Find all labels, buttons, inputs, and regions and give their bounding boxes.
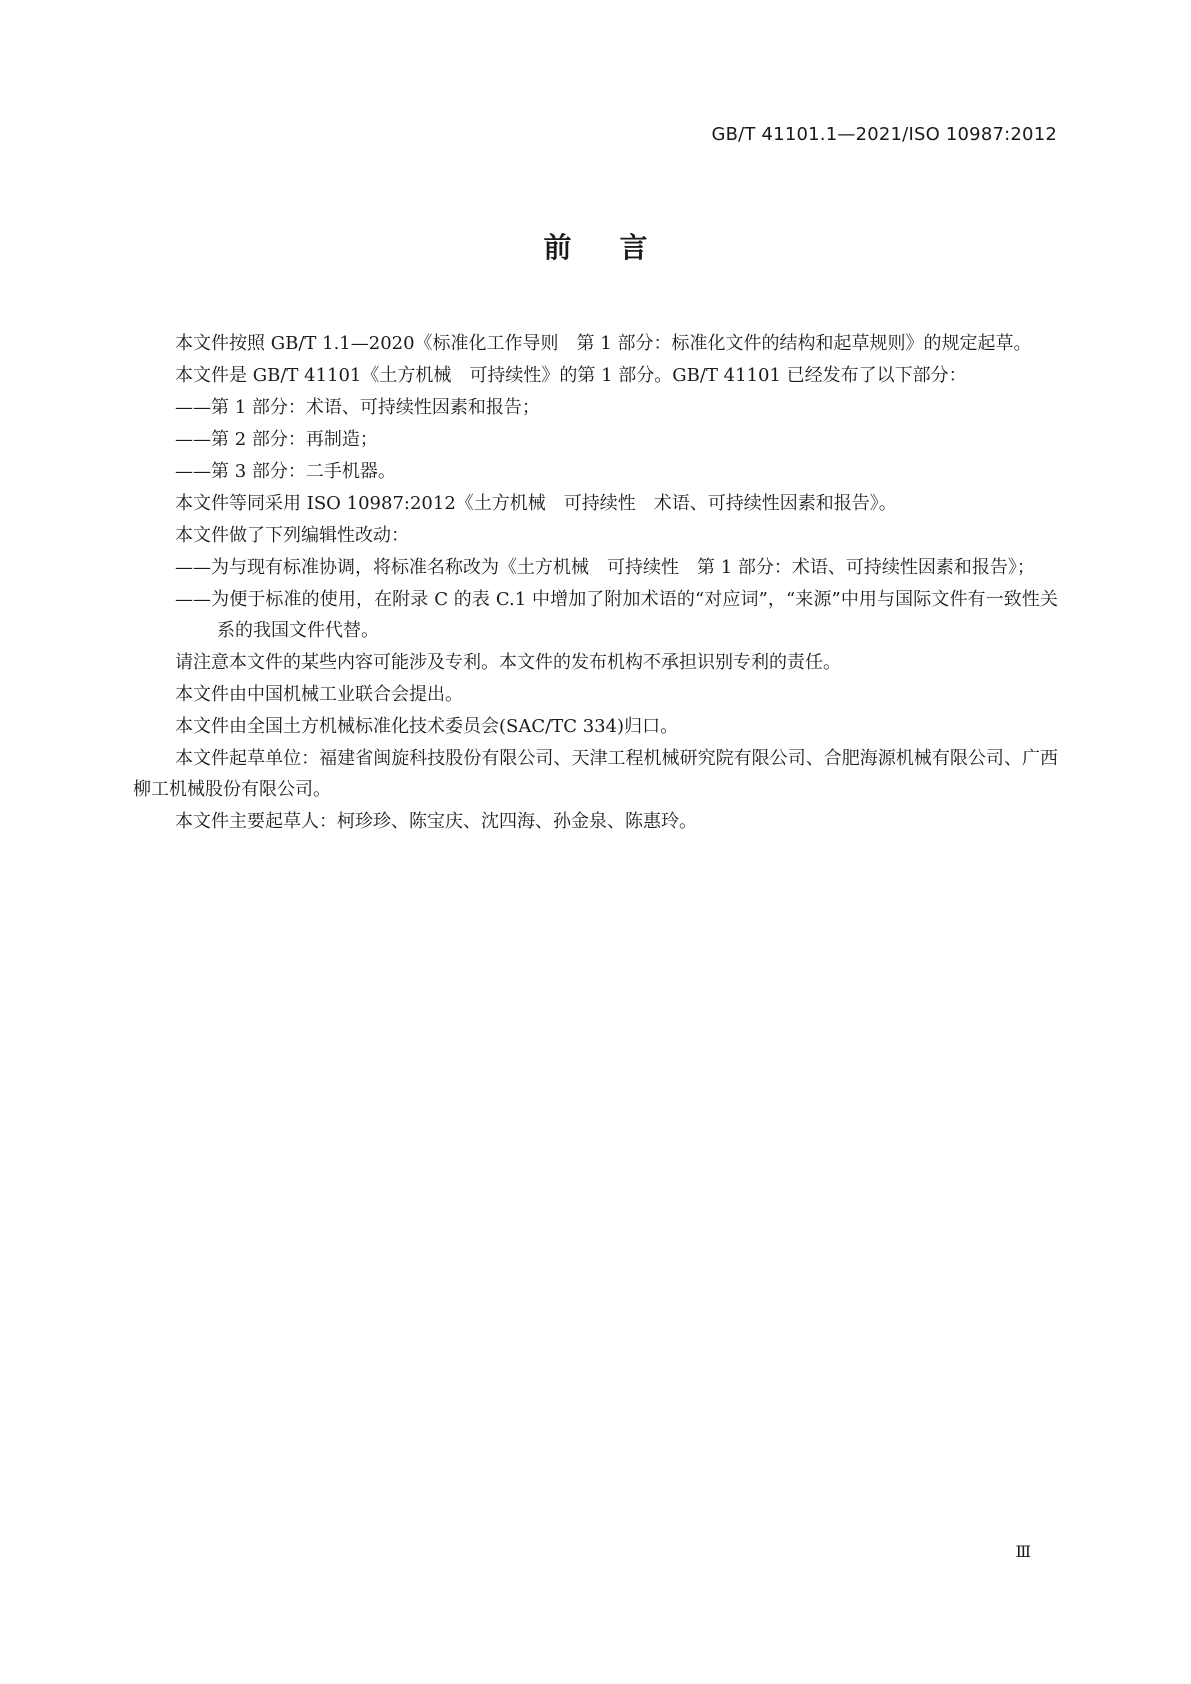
- page-title: 前言: [543, 231, 696, 264]
- paragraph: 本文件由中国机械工业联合会提出。: [175, 684, 463, 705]
- paragraph: 本文件由全国土方机械标准化技术委员会(SAC/TC 334)归口。: [175, 716, 679, 737]
- paragraph: 本文件是 GB/T 41101《土方机械 可持续性》的第 1 部分。GB/T 41101 已经发布了以下部分：: [175, 365, 967, 386]
- list-item: ——为便于标准的使用，在附录 C 的表 C.1 中增加了附加术语的“对应词”，“来源”中用与国际文件有一致性关系的我国文件代替。: [175, 589, 1058, 641]
- list-item: ——第 1 部分：术语、可持续性因素和报告；: [175, 397, 540, 418]
- paragraph: 本文件等同采用 ISO 10987:2012《土方机械 可持续性 术语、可持续性因素和报告》。: [175, 493, 897, 514]
- page-number: Ⅲ: [1015, 1542, 1031, 1561]
- paragraph: 本文件做了下列编辑性改动：: [175, 525, 409, 546]
- list-item: ——第 3 部分：二手机器。: [175, 461, 396, 482]
- paragraph: 本文件按照 GB/T 1.1—2020《标准化工作导则 第 1 部分：标准化文件的结构和起草规则》的规定起草。: [175, 333, 1032, 354]
- paragraph: 本文件起草单位：福建省闽旋科技股份有限公司、天津工程机械研究院有限公司、合肥海源机械有限公司、广西柳工机械股份有限公司。: [133, 748, 1058, 800]
- list-item: ——第 2 部分：再制造；: [175, 429, 378, 450]
- paragraph: 本文件主要起草人：柯珍珍、陈宝庆、沈四海、孙金泉、陈惠玲。: [175, 811, 697, 832]
- paragraph: 请注意本文件的某些内容可能涉及专利。本文件的发布机构不承担识别专利的责任。: [175, 652, 841, 673]
- standard-code: GB/T 41101.1—2021/ISO 10987:2012: [711, 124, 1057, 145]
- preface-body: [133, 328, 1058, 838]
- list-item: ——为与现有标准协调，将标准名称改为《土方机械 可持续性 第 1 部分：术语、可持续性因素和报告》；: [175, 557, 1035, 578]
